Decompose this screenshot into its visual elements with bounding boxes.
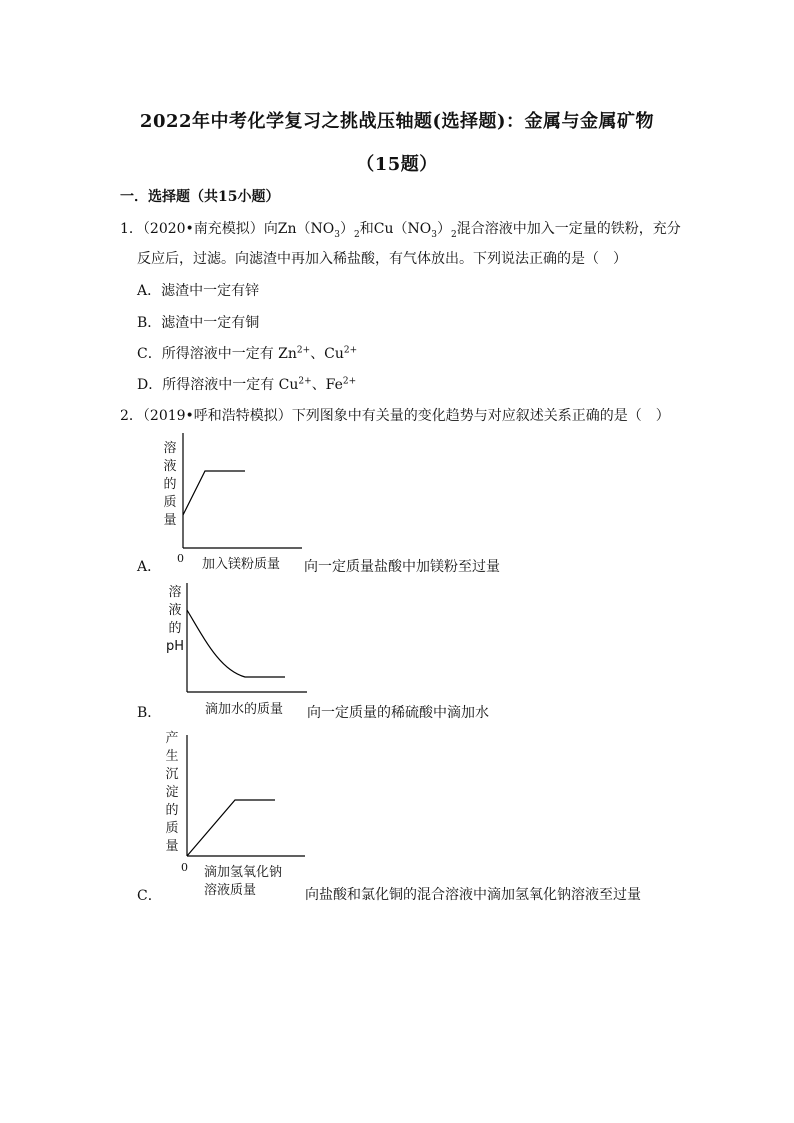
q2-text: 下列图象中有关量的变化趋势与对应叙述关系正确的是（ ） bbox=[291, 408, 670, 424]
graph-b-curve bbox=[187, 610, 285, 677]
graph-b-y-char: 溶 bbox=[168, 585, 182, 600]
graph-b-y-char: pH bbox=[165, 639, 185, 654]
q1-text-e: 混合溶液中加入一定量的铁粉，充分 bbox=[456, 221, 681, 237]
graph-a-y-char: 液 bbox=[163, 459, 177, 474]
q2-option-a-letter: A． bbox=[137, 559, 162, 575]
section-heading: 一．选择题（共15小题） bbox=[120, 189, 280, 205]
graph-a-y-char: 的 bbox=[163, 477, 177, 492]
q1-line2: 反应后，过滤。向滤渣中再加入稀盐酸，有气体放出。下列说法正确的是（ ） bbox=[137, 251, 627, 267]
graph-a-y-char: 质 bbox=[163, 495, 177, 510]
graph-a-y-char: 量 bbox=[163, 513, 177, 528]
q1-sub-d: 2 bbox=[450, 229, 457, 240]
q1-option-c-sup1: 2+ bbox=[296, 345, 311, 356]
graph-c-y-char: 质 bbox=[165, 821, 179, 836]
graph-c-y-char: 产 bbox=[165, 731, 179, 746]
graph-c-y-char: 量 bbox=[165, 839, 179, 854]
graph-a-curve bbox=[183, 471, 245, 515]
graph-a-x-label: 加入镁粉质量 bbox=[202, 557, 281, 572]
q1-sub-a: 3 bbox=[334, 229, 341, 240]
graph-c-y-char: 沉 bbox=[165, 767, 179, 782]
q1-source: （2020•南充模拟） bbox=[142, 221, 264, 237]
graph-c-y-char: 的 bbox=[165, 803, 179, 818]
q1-sub-c: 3 bbox=[431, 229, 437, 240]
graph-c-x-label-1: 滴加氢氧化钠 bbox=[204, 865, 283, 880]
graph-b-y-char: 的 bbox=[168, 621, 182, 636]
graph-c-y-char: 淀 bbox=[165, 785, 179, 800]
q1-text-a: 向Zn（NO bbox=[263, 221, 335, 237]
q1-option-a: A．滤渣中一定有锌 bbox=[137, 283, 260, 299]
q1-text-c: 和Cu（NO bbox=[359, 221, 432, 237]
graph-c-y-label bbox=[164, 730, 180, 856]
page-title-count: （15题） bbox=[356, 154, 438, 175]
graph-b-x-label: 滴加水的质量 bbox=[205, 702, 284, 717]
q1-text-d: ） bbox=[436, 221, 451, 237]
graph-b-y-label bbox=[164, 584, 186, 656]
page-title: 2022年中考化学复习之挑战压轴题(选择题)：金属与金属矿物 bbox=[139, 111, 655, 132]
q2-option-c-letter: C． bbox=[137, 888, 162, 904]
q2-number: 2． bbox=[120, 408, 143, 424]
q2-option-b-letter: B． bbox=[137, 705, 162, 721]
q1-option-c-sup2: 2+ bbox=[343, 345, 358, 356]
q1-option-d-sup1: 2+ bbox=[298, 376, 312, 387]
q1-option-c-text: C．所得溶液中一定有 Zn bbox=[137, 346, 297, 362]
graph-b bbox=[187, 583, 307, 692]
graph-c bbox=[187, 735, 305, 856]
q1-text-b: ） bbox=[340, 221, 355, 237]
graph-a-origin: 0 bbox=[177, 552, 184, 565]
q1-option-b: B．滤渣中一定有铜 bbox=[137, 315, 260, 331]
q1-option-d-mid: 、Fe bbox=[311, 377, 343, 393]
graph-c-origin: 0 bbox=[181, 861, 188, 874]
q1-option-c-mid: 、Cu bbox=[310, 346, 344, 362]
q1-number: 1． bbox=[120, 221, 143, 237]
graph-c-y-char: 生 bbox=[165, 749, 179, 764]
q1-option-d-text: D．所得溶液中一定有 Cu bbox=[137, 377, 299, 393]
graph-b-y-char: 液 bbox=[168, 603, 182, 618]
q1-option-d-sup2: 2+ bbox=[342, 376, 357, 387]
q1-sub-b: 2 bbox=[354, 229, 360, 240]
q2-option-a-caption: 向一定质量盐酸中加镁粉至过量 bbox=[304, 559, 500, 575]
graph-c-curve bbox=[187, 800, 275, 856]
graph-a-y-label bbox=[162, 440, 178, 530]
graph-c-x-label-2: 溶液质量 bbox=[204, 883, 257, 898]
q2-source: （2019•呼和浩特模拟） bbox=[142, 408, 292, 424]
q2-option-c-caption: 向盐酸和氯化铜的混合溶液中滴加氢氧化钠溶液至过量 bbox=[305, 887, 641, 903]
graph-a bbox=[183, 433, 302, 548]
q2-option-b-caption: 向一定质量的稀硫酸中滴加水 bbox=[307, 705, 489, 721]
graph-a-y-char: 溶 bbox=[163, 441, 177, 456]
